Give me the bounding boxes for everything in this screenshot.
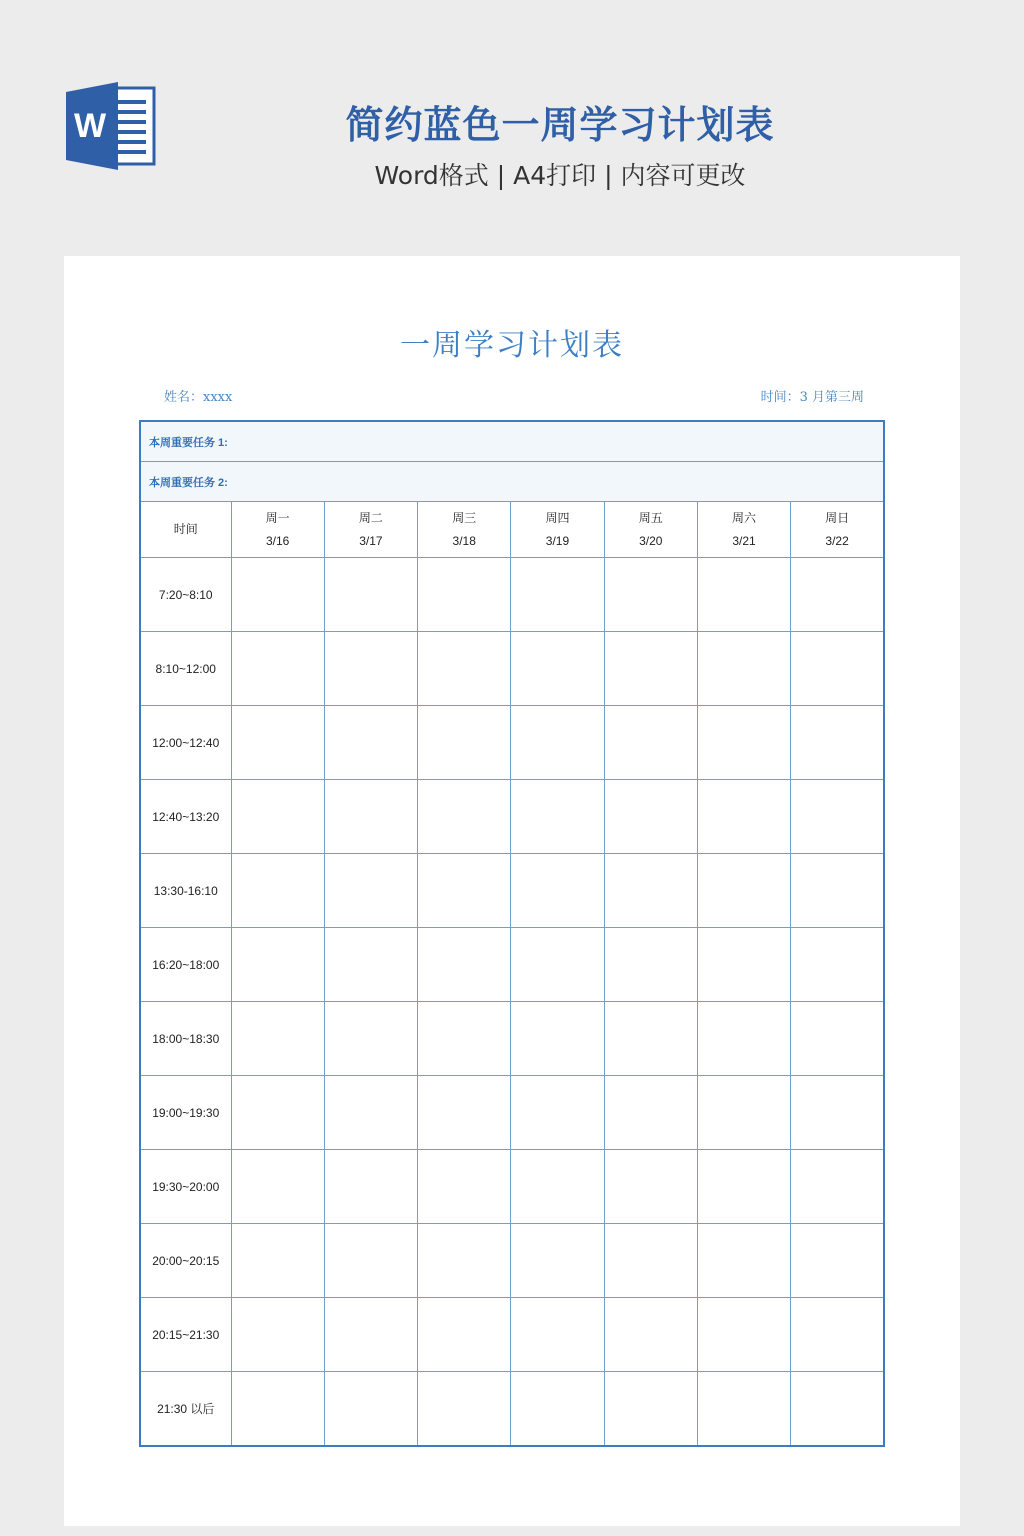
plan-cell[interactable] [324,854,417,928]
plan-cell[interactable] [604,928,697,1002]
plan-cell[interactable] [697,854,790,928]
time-slot-label: 13:30-16:10 [140,854,231,928]
task-cell-2[interactable]: 本周重要任务 2: [140,462,884,502]
plan-cell[interactable] [511,706,604,780]
time-slot-label: 19:00~19:30 [140,1076,231,1150]
plan-cell[interactable] [697,558,790,632]
plan-cell[interactable] [697,1298,790,1372]
plan-cell[interactable] [511,1372,604,1447]
time-slot-label: 18:00~18:30 [140,1002,231,1076]
plan-cell[interactable] [791,1224,884,1298]
word-logo-letter: W [73,107,107,145]
plan-cell[interactable] [604,706,697,780]
plan-cell[interactable] [324,1002,417,1076]
plan-cell[interactable] [791,1076,884,1150]
plan-cell[interactable] [511,1002,604,1076]
name-label: 姓名：xxxx [164,390,233,405]
time-slot-label: 20:15~21:30 [140,1298,231,1372]
time-slot-label: 16:20~18:00 [140,928,231,1002]
day-header [791,502,884,558]
plan-cell[interactable] [324,1076,417,1150]
time-slot-row [140,632,884,706]
banner-title: 简约蓝色一周学习计划表 [345,103,775,147]
day-date: 3/22 [825,533,849,548]
plan-cell[interactable] [511,632,604,706]
plan-cell[interactable] [418,558,511,632]
plan-cell[interactable] [697,1076,790,1150]
plan-cell[interactable] [511,854,604,928]
word-icon [66,82,156,170]
plan-cell[interactable] [511,928,604,1002]
time-slot-label: 12:00~12:40 [140,706,231,780]
day-name: 周五 [638,510,663,525]
plan-cell[interactable] [324,780,417,854]
plan-cell[interactable] [604,1298,697,1372]
plan-cell[interactable] [324,706,417,780]
day-name: 周一 [265,510,290,525]
plan-cell[interactable] [791,1002,884,1076]
plan-cell[interactable] [231,854,324,928]
document-title: 一周学习计划表 [400,328,624,363]
plan-cell[interactable] [324,928,417,1002]
task-cell-1[interactable]: 本周重要任务 1: [140,421,884,462]
plan-cell[interactable] [791,558,884,632]
day-name: 周日 [825,510,850,525]
plan-cell[interactable] [791,1298,884,1372]
day-header [324,502,417,558]
time-slot-label: 20:00~20:15 [140,1224,231,1298]
day-name: 周四 [545,510,570,525]
plan-cell[interactable] [231,780,324,854]
plan-cell[interactable] [697,706,790,780]
time-slot-label: 8:10~12:00 [140,632,231,706]
plan-cell[interactable] [231,1224,324,1298]
day-name: 周二 [358,510,383,525]
plan-cell[interactable] [791,928,884,1002]
time-slot-row [140,1224,884,1298]
plan-cell[interactable] [324,632,417,706]
time-slot-row [140,1002,884,1076]
time-slot-row [140,1150,884,1224]
plan-cell[interactable] [418,1372,511,1447]
plan-cell[interactable] [418,854,511,928]
plan-cell[interactable] [231,558,324,632]
plan-cell[interactable] [324,1372,417,1447]
day-date: 3/16 [265,533,290,548]
day-header [511,502,604,558]
plan-cell[interactable] [511,1076,604,1150]
plan-cell[interactable] [418,706,511,780]
plan-cell[interactable] [791,854,884,928]
plan-cell[interactable] [418,928,511,1002]
plan-cell[interactable] [418,1150,511,1224]
day-header [697,502,790,558]
header-row [140,502,884,558]
day-date: 3/21 [732,533,756,548]
day-header [604,502,697,558]
day-header [418,502,511,558]
plan-cell[interactable] [697,928,790,1002]
plan-cell[interactable] [604,632,697,706]
time-slot-row [140,780,884,854]
day-date: 3/20 [639,533,663,548]
plan-cell[interactable] [604,1076,697,1150]
day-date: 3/18 [452,533,476,548]
plan-cell[interactable] [418,1298,511,1372]
plan-cell[interactable] [791,706,884,780]
plan-cell[interactable] [697,1372,790,1447]
time-slot-row [140,1298,884,1372]
schedule-table [139,420,885,1447]
time-slot-row [140,558,884,632]
plan-cell[interactable] [604,854,697,928]
plan-cell[interactable] [604,1372,697,1447]
plan-cell[interactable] [324,1224,417,1298]
plan-cell[interactable] [418,1002,511,1076]
time-slot-row [140,854,884,928]
plan-cell[interactable] [791,1372,884,1447]
plan-cell[interactable] [604,1150,697,1224]
plan-cell[interactable] [231,1372,324,1447]
time-slot-label: 12:40~13:20 [140,780,231,854]
plan-cell[interactable] [697,1224,790,1298]
plan-cell[interactable] [231,1002,324,1076]
plan-cell[interactable] [604,1002,697,1076]
time-label: 时间：3 月第三周 [760,390,864,405]
day-header [231,502,324,558]
plan-cell[interactable] [231,928,324,1002]
task-row [140,421,884,462]
plan-cell[interactable] [324,1298,417,1372]
plan-cell[interactable] [791,632,884,706]
plan-cell[interactable] [231,706,324,780]
plan-cell[interactable] [604,780,697,854]
task-row [140,462,884,502]
time-slot-row [140,1372,884,1447]
plan-cell[interactable] [231,1076,324,1150]
plan-cell[interactable] [418,1224,511,1298]
plan-cell[interactable] [231,1150,324,1224]
plan-cell[interactable] [604,558,697,632]
time-slot-label: 7:20~8:10 [140,558,231,632]
plan-cell[interactable] [511,558,604,632]
time-slot-label: 21:30 以后 [140,1372,231,1447]
plan-cell[interactable] [418,632,511,706]
plan-cell[interactable] [697,780,790,854]
plan-cell[interactable] [324,1150,417,1224]
plan-cell[interactable] [324,558,417,632]
day-date: 3/17 [359,533,383,548]
banner-subtitle: Word格式 | A4打印 | 内容可更改 [374,161,746,190]
plan-cell[interactable] [231,1298,324,1372]
plan-cell[interactable] [697,632,790,706]
plan-cell[interactable] [697,1002,790,1076]
day-name: 周三 [452,510,477,525]
time-header: 时间 [140,502,231,558]
day-date: 3/19 [545,533,570,548]
time-slot-row [140,1076,884,1150]
plan-cell[interactable] [418,780,511,854]
plan-cell[interactable] [418,1076,511,1150]
document-page [64,256,960,1526]
plan-cell[interactable] [231,632,324,706]
time-slot-row [140,928,884,1002]
time-slot-label: 19:30~20:00 [140,1150,231,1224]
plan-cell[interactable] [791,1150,884,1224]
plan-cell[interactable] [791,780,884,854]
plan-cell[interactable] [511,780,604,854]
plan-cell[interactable] [511,1298,604,1372]
plan-cell[interactable] [511,1224,604,1298]
plan-cell[interactable] [511,1150,604,1224]
plan-cell[interactable] [604,1224,697,1298]
day-name: 周六 [732,510,757,525]
time-slot-row [140,706,884,780]
plan-cell[interactable] [697,1150,790,1224]
